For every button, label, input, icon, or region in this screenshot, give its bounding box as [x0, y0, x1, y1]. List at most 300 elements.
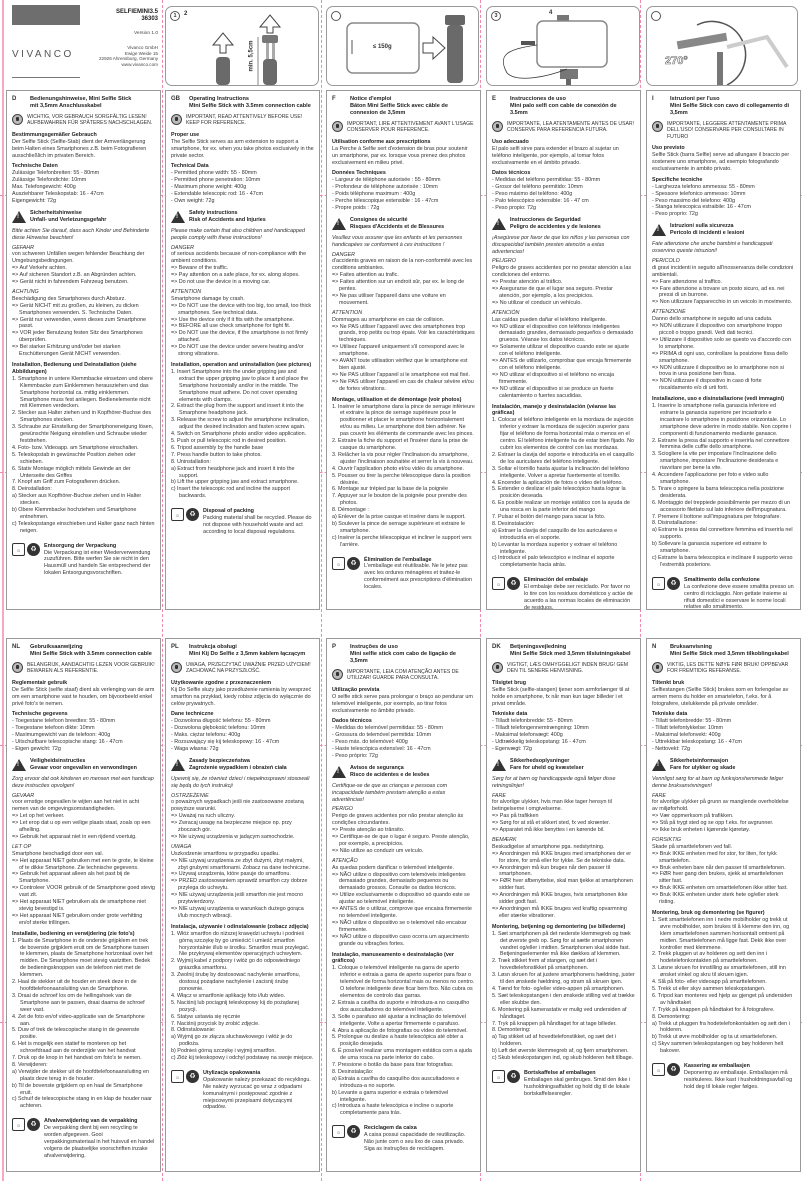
green-dot-icon: ♻: [186, 1070, 199, 1083]
list-item: => Fare attenzione al traffico.: [652, 278, 723, 285]
paragraph: Kij Do Selfie służy jako przedłużenie ramienia by wesprzeć smartfon na przykład, kiedy robisz zdjęcia do wyłącznie do celów prywatnych.: [171, 686, 312, 707]
bullet-list: [492, 813, 635, 834]
safety-warning: [332, 217, 475, 231]
bullet-list: [332, 725, 475, 760]
list-item: 4. Ouvrir l'application photo et/ou vidéo du smartphone.: [332, 465, 464, 472]
section-heading: Instalacja, używanie i odinstalowanie (zobacz zdjęcia): [171, 923, 309, 930]
read-manual-icon: [171, 114, 182, 125]
list-item: 1. Inserire lo smartphone nella ganascia inferiore ed estrarre la ganascia superiore per incastrarlo e incastrare lo smartphone in posizione orizzontale. Lo smartphone deve aderire in modo stabile. Non coprire i componenti di funzionamento mediante ganasce.: [652, 403, 792, 437]
read-manual-icon: [332, 121, 343, 132]
list-item: 4. Encender la aplicación de fotos o vídeo del teléfono.: [492, 479, 623, 486]
list-item: - Maximumgewicht van de telefoon: 400g: [12, 732, 111, 739]
instructions-panel-gb: [165, 90, 320, 610]
list-item: => Het apparaat NIET gebruiken als de smartphone niet stevig bevestigd is.: [12, 899, 146, 912]
section-heading: Instalação, manuseamento e desinstalação (ver gráficos): [332, 951, 454, 965]
recycling-icons: [171, 1070, 199, 1111]
list-item: 3. Relâcher la vis pour régler l'inclinaison du smartphone, ajuster l'inclinaison souhaitée et serrer la vis à nouveau.: [332, 451, 474, 465]
list-item: 6. Tripod assembly by the handle base: [171, 444, 264, 451]
list-item: a) Estrarre la presa dal connettore femmina ed inserirla nel supporto.: [652, 527, 793, 541]
list-item: 7. Tryk på knappen på håndtaget for at tage billeder.: [492, 1020, 617, 1027]
bullet-list: [332, 324, 475, 393]
list-item: => Preste atenção ao trânsito.: [332, 827, 405, 834]
section-heading: Utilização prevista: [332, 686, 380, 693]
list-item: - Poids téléphone maximum : 400g: [332, 191, 416, 198]
list-item: 5. Sæt teleskopstangen i den ønskede stilling ved at trække eller skubbe den.: [492, 992, 635, 1006]
bullet-list: [332, 272, 475, 307]
list-item: 5. Naciśnij lub pociągnij teleskopowy kij do pożądanej pozycji.: [171, 999, 299, 1013]
italic-note: Vennligst sørg for at barn og funksjonshemmede følger denne bruksanvisningen!: [652, 775, 784, 789]
list-item: => Do NOT use the device under severe heating and/or strong vibrations.: [171, 344, 304, 358]
list-item: Zulässige Telefonbreiten: 55 - 80mm: [12, 170, 100, 177]
italic-note: Please make certain that also children and handicapped people comply with these instructions!: [171, 227, 305, 241]
illustration-extend-rod: [165, 6, 319, 86]
list-item: - Tilladt telefonbredde: 55 - 80mm: [492, 718, 573, 725]
list-item: 8. Desinstalación:: [492, 520, 535, 527]
language-code: D: [12, 96, 17, 102]
warning-triangle-icon: [12, 211, 26, 223]
warning-line: Gevaar voor ongevallen en verwondingen: [30, 764, 137, 771]
warning-triangle-icon: [652, 759, 666, 771]
list-item: a) Verwijder de stekker uit de hoofdtelefoonaansluiting en plaats deze terug in de houder.: [12, 1068, 149, 1082]
list-item: => Gerät NICHT mit zu großen, zu kleinen, zu dicken Smartphones verwenden. S. Technische Daten.: [12, 302, 139, 316]
italic-note: FORSIKTIG: [652, 836, 682, 843]
warning-line: Unfall- und Verletzungsgefahr: [30, 216, 107, 223]
paragraph: Danno dello smartphone in seguito ad una caduta.: [652, 316, 773, 323]
list-item: Eigengewicht: 72g: [12, 197, 57, 204]
list-item: 8. Demontering:: [492, 1027, 531, 1034]
list-item: - Peso máximo del teléfono: 400g: [492, 191, 573, 198]
instructions-panel-i: [646, 90, 801, 610]
list-item: => Sørg for at stå et sikkert sted, fx ved skrænter.: [492, 820, 611, 827]
list-item: => Stå på trygt sted og se opp f.eks. for avgrunner.: [652, 820, 774, 827]
read-manual-icon: [12, 114, 23, 125]
list-item: 3. Draai de schroef los om de hellingshoek van de Smartphone aan te passen, draai daarna de schroef weer vast.: [12, 992, 145, 1013]
list-item: 7. Naciśnij przycisk by zrobić zdjęcie.: [171, 1020, 260, 1027]
list-item: => NO utilizar el dispositivo si se produce un fuerte calentamiento o fuertes sacudidas.: [492, 385, 614, 399]
paragraph: Selfie Stick (selfie-stangen) tjener som armforlænger til at holde en smartphone, fx når man kun tager billeder i et privat område.: [492, 686, 630, 707]
warning-title: [670, 223, 744, 237]
list-item: => Beware of the traffic.: [171, 265, 229, 272]
warning-triangle-icon: [332, 766, 346, 778]
paragraph: The Selfie Stick serves as arm extension to support a smartphone, for ex. when you take photos exclusively in the private sector.: [171, 138, 314, 159]
recycling-icons: [332, 557, 360, 592]
title-line: Istruzioni per l'uso: [670, 96, 720, 102]
cable-drawing: [487, 7, 640, 86]
disposal-title: Élimination de l'emballage: [364, 556, 432, 563]
safety-warning: [12, 758, 155, 772]
panel-header: [332, 644, 475, 665]
list-item: => ANTES de utilizarlo, comprobar que encaja firmemente con el teléfono inteligente.: [492, 358, 632, 371]
instructions-panel-pl: [165, 638, 320, 1172]
list-item: 8. Deinstallation:: [12, 486, 52, 493]
list-item: c) Skub teleskopstangen ind, og skub holderen helt tilbage.: [492, 1055, 634, 1062]
disposal-text: [524, 1070, 635, 1098]
list-item: - Own weight: 72g: [171, 197, 215, 204]
list-item: => Do NOT use the device with too big, too small, too thick smartphones. See technical data.: [171, 302, 312, 316]
list-item: => Controleer VOOR gebruik of de Smartphone goed stevig vast zit.: [12, 885, 155, 899]
list-item: - Tillatt telefontykkelse: 10mm: [652, 725, 724, 732]
list-item: 4. Włącz w smartfonie aplikację foto i/lub wideo.: [171, 992, 286, 999]
list-item: 1. Smartphone in untere Klemmbacke einsetzen und obere Klemmbacke zum Einklemmen herausziehen und das Smartphone horizontal ca. mittig einklemmen. Smartphone muss fest anliegen. Bedienelemente nicht mit Klemmen verdecken.: [12, 375, 153, 410]
disposal-body: L'emballage est réutilisable. Ne le jetez pas avec les ordures ménagères et traitez-le conformément aux prescriptions d'élimination locales.: [364, 563, 472, 591]
disposal-notice: [332, 1125, 475, 1153]
list-item: 4. Slå på foto- eller videoapp på smarttelefonen.: [652, 979, 767, 986]
list-item: 4. Zet de foto en/of video-applicatie van de Smartphone aan.: [12, 1013, 145, 1027]
phone-insert-drawing: [327, 7, 479, 86]
section-heading: Tekniske data: [652, 711, 688, 718]
list-item: a) Extraer la clavija del casquillo de los auriculares e introducirla en el soporte.: [492, 527, 618, 541]
list-item: Ausziehbarer Teleskopstab: 16 - 47cm: [12, 191, 104, 198]
panel-title: [350, 644, 475, 665]
list-item: b) Obere Klemmbacke hochziehen und Smartphone entnehmen.: [12, 507, 137, 520]
list-item: => Let op het verkeer.: [12, 813, 65, 820]
disposal-body: Opakowanie należy przekazać do recyklingu. Nie należy wyrzucać go wraz z odpadami komunalnymi i postępować zgodnie z miejscowymi przepisami dotyczącymi odpadów.: [203, 1076, 311, 1111]
warning-title: [350, 765, 429, 779]
list-item: c) Schuif de telescopische stang in en klap de houder naar achteren.: [12, 1096, 152, 1110]
disposal-notice: [492, 1070, 635, 1098]
bullet-list: [652, 851, 795, 906]
list-item: 7. Press handle button to take photos.: [171, 451, 262, 458]
section-heading: Tiltenkt bruk: [652, 679, 685, 686]
title-line: Mini Selfie Stick med 3,5mm tilslutningskabel: [510, 651, 631, 657]
language-code: I: [652, 96, 654, 102]
list-item: => Uważaj na ruch uliczny.: [171, 813, 236, 820]
bullet-list: [12, 265, 155, 286]
recycling-icons: [652, 1063, 680, 1091]
safety-warning: [171, 758, 314, 772]
list-item: - Maximum phone weight: 400g: [171, 184, 247, 191]
instructions-panel-nl: [6, 638, 161, 1172]
list-item: 3. Sciogliere la vite per impostare l'inclinazione dello smartphone, impostare l'inclinazione desiderata e riavvitare per bene la vite.: [652, 451, 779, 472]
italic-note: ATENÇÃO: [332, 857, 358, 864]
bullet-list: [492, 718, 635, 753]
list-item: => VOR jeder Benutzung festen Sitz des Smartphones überprüfen.: [12, 330, 143, 344]
paragraph: O selfie stick serve para prolongar o braço ao pendurar um telemóvel inteligente, por exemplo, ao tirar fotos exclusivamente no âmbito privado.: [332, 693, 473, 714]
panel-title: [510, 96, 635, 117]
recycle-triangle-icon: ♲: [652, 577, 665, 590]
disposal-title: Bortskaffelse af emballagen: [524, 1069, 596, 1076]
list-item: 3. Solte o parafuso até ajustar a inclinação do telemóvel inteligente. Volte a apertar firmemente o parafuso.: [332, 1013, 466, 1027]
paragraph: Smartphone damage by crash.: [171, 295, 245, 302]
list-item: - Tillatt telefonbredde: 55 - 80mm: [652, 718, 732, 725]
italic-note: Fate attenzione che anche bambini e handicappati osservino queste istruzioni!: [652, 241, 773, 254]
list-item: => Auf sicheren Standort z.B. an Abgründen achten.: [12, 272, 137, 279]
bullet-list: [492, 851, 635, 920]
list-item: Zulässige Telefondichte: 10mm: [12, 177, 87, 184]
italic-note: Sørg for at børn og handicappede også følger disse retningslinjer!: [492, 775, 616, 789]
list-item: - Haste telescópica extensível: 16 - 47cm: [332, 746, 431, 753]
read-manual-icon: [492, 662, 503, 673]
green-dot-icon: ♻: [186, 508, 199, 521]
list-item: 1. Insert Smartphone into the under gripping jaw and extract the upper gripping jaw to place it and place the Smartphone horizontally and/or in the middle. The Smartphone must adhere. Do not cover operating elements with clamps.: [171, 368, 309, 403]
list-item: Max. Telefongewicht: 400g: [12, 184, 76, 191]
list-item: => BEFORE all use check smartphone for tight fit.: [171, 323, 291, 330]
paragraph: Las caídas pueden dañar el teléfono inteligente.: [492, 316, 607, 323]
paragraph: Perigo de graves acidentes por não prestar atenção às condições circundantes.: [332, 813, 464, 827]
disposal-notice: [652, 577, 795, 610]
important-notice: [652, 662, 795, 675]
list-item: - Medidas del teléfono permitidas: 55 - 80mm: [492, 177, 601, 184]
green-dot-icon: ♻: [347, 1125, 360, 1138]
warning-triangle-icon: [492, 218, 506, 230]
disposal-body: De verpakking dient bij een recycling te worden afgegeven. Gooi verpakkingsmateriaal in het huisvuil en handel volgens de plaatselijke voorschriften inzake afvalverwijdering.: [44, 1125, 155, 1159]
disposal-title: Kassering av emballasjen: [684, 1063, 750, 1070]
language-code: F: [332, 96, 336, 102]
green-dot-icon: ♻: [27, 1118, 40, 1131]
bullet-list: [652, 718, 795, 753]
section-heading: Datos técnicos: [492, 170, 531, 177]
model-number: [116, 9, 158, 23]
title-line: Gebruiksaanwijzing: [30, 644, 83, 650]
paragraph: La Perche à Selfie sert d'extension de bras pour soutenir un smartphone, par ex. lorsque vous prenez des photos exclusivement en milieu privé.: [332, 145, 468, 166]
list-item: 2. Haal de stekker uit de houder en steek deze in de hoofdtelefoonaansluiting van de Smartphone.: [12, 979, 137, 992]
warning-line: Safety instructions: [189, 209, 238, 216]
bullet-list: [171, 813, 314, 841]
disposal-title: Reciclagem da caixa: [364, 1125, 417, 1132]
title-line: Notice d'emploi: [350, 96, 392, 102]
italic-note: GEVAAR: [12, 792, 35, 799]
list-item: 4. Tænd for foto- og/eller video-appen på smartphonen.: [492, 985, 625, 992]
list-item: 6. Stativ Montage möglich mittels Gewinde an der Unterseite des Griffes: [12, 465, 131, 479]
instructions-panel-dk: [486, 638, 641, 1172]
italic-note: Upewnij się, że również dzieci i niepełnosprawni stosowali się będą do tych instrukcji: [171, 775, 310, 789]
list-item: 8. Disinstallazione:: [652, 520, 697, 527]
list-item: a) Extract from headphone jack and insert it into the support.: [171, 465, 295, 479]
section-heading: Dane techniczne: [171, 711, 214, 718]
paragraph: von schweren Unfällen wegen fehlender Beachtung der Umgebungsbedingungen.: [12, 251, 145, 265]
bullet-list: [332, 177, 475, 212]
warning-line: Risk of Accidents and Injuries: [189, 216, 266, 223]
step-4-marker: 4: [549, 10, 553, 16]
disposal-notice: [12, 543, 155, 578]
list-item: 3. Zwolnij śrubę by dostosować nachylenie smartfonu, dostosuj pożądane nachylenie i zacisnij śrubę ponownie.: [171, 972, 301, 992]
list-item: - Peso máx. do telemóvel: 400g: [332, 739, 408, 746]
disposal-body: Die Verpackung ist einer Wiederverwendung zuzuführen. Bitte werfen Sie sie nicht in den Hausmüll und handeln Sie entsprechend der lokalen Entsorgungsvorschriften.: [44, 549, 151, 577]
list-item: => Fare attenzione a trovare un posto sicuro, ad es. nei pressi di un burrone.: [652, 285, 785, 299]
list-item: - Maks. ciężar telefonu: 400g: [171, 732, 241, 739]
list-item: 6. Tripod kan monteres ved hjelp av gjenget på undersiden av håndtaket: [652, 992, 793, 1006]
recycle-triangle-icon: ♲: [332, 1125, 345, 1138]
list-item: b) Lift the upper gripping jaw and extract smartphone.: [171, 479, 299, 486]
list-item: => Anordningen må IKKE bruges ved kraftig opvarmning eller stærke vibrationer.: [492, 906, 627, 919]
bullet-list: [332, 872, 475, 948]
important-text: BELANGRIJK, AANDACHTIG LEZEN VOOR GEBRUIK! BEWAREN ALS REFERENTIE.: [27, 662, 155, 675]
list-item: => Pas på trafikken: [492, 813, 539, 820]
important-notice: [171, 114, 314, 127]
read-manual-icon: [332, 669, 343, 680]
list-item: 2. Extraia a cavilha do suporte e introduza-a no casquilho dos auscultadores do telemóvel inteligente.: [332, 999, 470, 1013]
list-item: 6. Montaggio del treppiede possibilmente per mezzo di un accessorio filettato sul lato inferiore dell'impugnatura.: [652, 499, 791, 513]
language-code: P: [332, 644, 337, 650]
disposal-title: Disposal of packing: [203, 508, 254, 515]
recycle-triangle-icon: ♲: [652, 1063, 665, 1076]
list-item: - Largeur de téléphone autorisée : 55 - 80mm: [332, 177, 441, 184]
bullet-list: [652, 279, 795, 307]
recycle-triangle-icon: ♲: [332, 557, 345, 570]
language-code: GB: [171, 96, 180, 102]
title-line: Operating Instructions: [189, 96, 249, 102]
italic-note: ACHTUNG: [12, 288, 39, 295]
list-item: 6. É possível realizar uma montagem estática com a ajuda de uma rosca na parte inferior do cabo.: [332, 1048, 472, 1062]
disposal-notice: [652, 1063, 795, 1091]
italic-note: DANGER: [171, 244, 195, 251]
brand-logo: VIVANCO: [12, 49, 74, 60]
bullet-list: [171, 265, 314, 286]
recycle-triangle-icon: ♲: [12, 1118, 25, 1131]
list-item: => Gerät nicht in fahrendem Fahrzeug benutzen.: [12, 279, 129, 286]
warning-line: Sicherheitshinweise: [30, 209, 82, 216]
list-item: 3. Soltar el tornillo hasta ajustar la inclinación del teléfono inteligente. Volver a apretar fuertemente el tornillo.: [492, 465, 630, 479]
list-item: b) Podnieś górną szczękę i wyjmij smartfon.: [171, 1048, 276, 1055]
title-line: Bruksanvisning: [670, 644, 712, 650]
section-heading: Technische Daten: [12, 163, 58, 170]
recycle-triangle-icon: ♲: [12, 543, 25, 556]
title-line: Instrukcja obsługi: [189, 644, 237, 650]
numbered-list: [332, 965, 475, 1117]
recycling-icons: [492, 577, 520, 610]
panel-header: [171, 644, 314, 658]
disposal-text: [203, 508, 314, 536]
list-item: 1. Sett smarttelefonen inn i nedre mobilholder og trekk ut øvre mobilholder, som brukes til å klemme den inn, og klem smarttelefonen sammen horisontalt omtrent på midten. Smarttelefonen må ligge fast. Dekk ikke over kontroller med klemmene.: [652, 916, 790, 951]
italic-note: DANGER: [332, 251, 356, 258]
list-item: => Utilize exclusivamente o dispositivo só quando este se ajustar ao telemóvel inteligente.: [332, 892, 470, 906]
list-item: 7. Knopf am Griff zum Fotografieren drücken.: [12, 479, 121, 486]
title-line: Mini Selfie Stick with 3.5mm connection cable: [30, 651, 152, 657]
list-item: => Używaj urządzenia, które pasuje do smartfonu.: [171, 871, 291, 878]
panel-title: [670, 96, 795, 117]
paragraph: Peligro de graves accidentes por no prestar atención a las condiciones del entorno.: [492, 265, 632, 279]
list-item: => Gerät nur verwenden, wenn dieses zum Smartphone passt.: [12, 316, 146, 330]
section-heading: Montering, bruk og demontering (se figurer): [652, 910, 765, 916]
section-heading: Tekniske data: [492, 711, 528, 718]
list-item: - Toegestane telefoon breedtes: 55 - 80mm: [12, 718, 115, 725]
section-heading: Proper use: [171, 131, 200, 138]
fold-line: [321, 0, 322, 1181]
list-item: b) Levantar la mordaza superior y extraer el teléfono inteligente.: [492, 541, 618, 555]
warning-title: [510, 217, 601, 231]
italic-note: OSTRZEŻENIE: [171, 792, 209, 799]
list-item: => Utilizzare il dispositivo solo se questo va d'accordo con lo smartphone.: [652, 336, 791, 350]
list-item: - Maksimal telefonvekt: 400g: [652, 732, 721, 739]
list-item: 2. Stecker aus Halter ziehen und in Kopfhörer-Buchse des Smartphones stecken.: [12, 410, 152, 424]
instructions-panel-e: [486, 90, 641, 610]
section-heading: Montering, betjening og demontering (se billederne): [492, 923, 626, 930]
bullet-list: [652, 813, 795, 834]
list-item: 3. Løsn skruen for at justere smartphonens hældning, juster til den ønskede hældning, og stram så skruen igen.: [492, 972, 635, 986]
safety-warning: [171, 210, 314, 224]
list-item: - Propre poids : 72g: [332, 204, 380, 211]
italic-note: FARE: [652, 792, 666, 799]
safety-warning: [492, 758, 635, 772]
list-item: - Dozwolona głębokość telefonu: 10mm: [171, 725, 266, 732]
disposal-title: Utylizacja opakowania: [203, 1069, 261, 1076]
list-item: => Ne PAS utiliser l'appareil si le smartphone est mal fixé.: [332, 371, 470, 378]
recycle-triangle-icon: ♲: [171, 1070, 184, 1083]
section-heading: Uso adecuado: [492, 138, 529, 145]
recycling-icons: [12, 543, 40, 578]
title-line: Instrucciones de uso: [510, 96, 566, 102]
warning-line: Avisos de segurança: [350, 764, 404, 771]
paragraph: of serious accidents because of non-compliance with the ambient conditions.: [171, 251, 307, 265]
list-item: - Profondeur de téléphone autorisée : 10mm: [332, 184, 438, 191]
paragraph: Beschädigung des Smartphones durch Absturz.: [12, 295, 126, 302]
important-text: VIKTIG, LES DETTE NØYE FØR BRUK! OPPBEVAR FOR FREMTIDIG REFERANSE.: [667, 662, 789, 675]
list-item: => NON utilizzare il dispositivo se lo smartphone non si trova in una posizione ben fissa.: [652, 364, 784, 378]
list-item: => NÃO utilize o dispositivo se o telemóvel não encaixar firmemente.: [332, 919, 467, 933]
panel-title: [189, 644, 305, 658]
warning-line: Sikkerhetsinformasjon: [670, 757, 729, 764]
list-item: => ANTES de o utilizar, comprove que encaixa firmemente no telemóvel inteligente.: [332, 906, 472, 919]
list-item: 1. Coloque o telemóvel inteligente na garra de aperto inferior e extraia a garra de aperto superior para fixar o telemóvel de forma horizontal mais ou menos no centro. O telefone inteligente deve ficar bem fixo. Não cubra os elementos de controlo das garras.: [332, 965, 475, 999]
bullet-list: [171, 303, 314, 358]
important-text: IMPORTANTE, LEA ATENTAMENTE ANTES DE USAR! CONSERVE PARA REFERENCIA FUTURA.: [507, 121, 634, 134]
italic-note: ¡Asegúrese por favor de que los niños y las personas con discapacidad también presten atención a estas advertencias!: [492, 234, 630, 255]
list-item: 6. Es posible realizar un montaje estático con la ayuda de una rosca en la parte inferior del mango: [492, 500, 630, 514]
disposal-title: Afvalverwijdering van de verpakking: [44, 1118, 138, 1125]
warning-line: Fare for ulykker og skade: [670, 764, 736, 771]
recycling-icons: [492, 1070, 520, 1098]
disposal-body: A caixa possui capacidade de reutilização. Não junte com o seu lixo de casa privado. Siga as instruções de reciclagem.: [364, 1132, 466, 1152]
list-item: - Permitted phone penetration: 10mm: [171, 177, 261, 184]
list-item: => Prestar atención al tráfico.: [492, 279, 563, 286]
divider: [12, 77, 80, 78]
list-item: a) Extraia a cavilha do casquilho dos auscultadores e introduza-a no suporte.: [332, 1075, 460, 1089]
paragraph: Skade på smarttelefonen ved fall.: [652, 843, 733, 850]
illustration-insert-phone: [326, 6, 479, 86]
disposal-body: Deponering av emballasje. Emballasjen må resirkuleres. Ikke kast i husholdningsavfall og hold deg til lokale regler følges.: [684, 1069, 793, 1090]
list-item: b) Soulever la pince de serrage supérieure et extraire le smartphone.: [332, 520, 466, 534]
italic-note: GEFAHR: [12, 244, 35, 251]
list-item: => NO utilizar el dispositivo con teléfonos inteligentes demasiado grandes, demasiado pequeños o demasiado gruesos. Véanse los datos técnicos.: [492, 323, 634, 344]
title-line: Bedienungshinweise, Mini Selfie Stick: [30, 96, 132, 102]
paragraph: De Selfie Stick (selfie staaf) dient als verlenging van de arm om een smartphone vast te houden, om bijvoorbeeld enkel privé foto's te nemen.: [12, 686, 155, 707]
brand-color-block: [12, 5, 80, 25]
page-edge: [2, 0, 4, 1181]
green-dot-icon: ♻: [347, 557, 360, 570]
max-weight-label: ≤ 150g: [373, 44, 392, 50]
disposal-notice: [12, 1118, 155, 1159]
disposal-text: [684, 577, 795, 610]
warning-triangle-icon: [171, 759, 185, 771]
selfie-stick-drawing: [166, 7, 319, 86]
list-item: a) Wyjmij go ze złącza słuchawkowego i włóż je do podłoża.: [171, 1034, 293, 1048]
list-item: => Anordningen må IKKE bruges, hvis smartphonen ikke sidder godt fast.: [492, 892, 628, 906]
green-dot-icon: ♻: [507, 1070, 520, 1083]
panel-header: [12, 644, 155, 658]
list-item: => Apparatet må ikke benyttes i en kørende bil.: [492, 827, 605, 834]
list-item: 5. Prolongue ou deslize a haste telescópica até obter a posição desejada.: [332, 1034, 464, 1048]
list-item: - Uitschuifbare telescopische stang: 16 - 47cm: [12, 739, 123, 746]
list-item: 2. Extraer la clavija del soporte e introducirla en el casquillo de los auriculares del teléfono inteligente.: [492, 451, 634, 465]
bullet-list: [652, 323, 795, 392]
model-name: SELFIEMINI3.5: [115, 9, 158, 15]
list-item: - Waga własna: 72g: [171, 745, 219, 752]
disposal-title: Smaltimento della confezione: [684, 576, 760, 583]
list-item: => No utilizar el conducir un vehículo.: [492, 299, 582, 306]
important-text: IMPORTANT, LIRE ATTENTIVEMENT AVANT L'USAGE CONSERVER POUR REFERENCE.: [347, 121, 474, 134]
disposal-text: [364, 557, 475, 592]
list-item: 3. Løsne skruen for innstilling av smarttelefonen, still inn ønsket vinkel og skru til skruen igjen.: [652, 965, 786, 979]
list-item: - Palo telescópico extensible: 16 - 47 cm: [492, 198, 589, 205]
disposal-notice: [171, 508, 314, 536]
read-manual-icon: [652, 662, 663, 673]
list-item: - Tilladt telefongennemtrængning: 10mm: [492, 725, 589, 732]
section-heading: Utilisation conforme aux prescriptions: [332, 138, 431, 145]
list-item: c) Skyv sammen teleskopstangen og bøy holderen helt bakover.: [652, 1041, 784, 1055]
numbered-list: [492, 417, 635, 569]
list-item: => Bruk IKKE enheten om smarttelefonen ikke sitter fast.: [652, 885, 788, 892]
warning-line: Fare for uheld og kvæstelser: [510, 764, 584, 771]
